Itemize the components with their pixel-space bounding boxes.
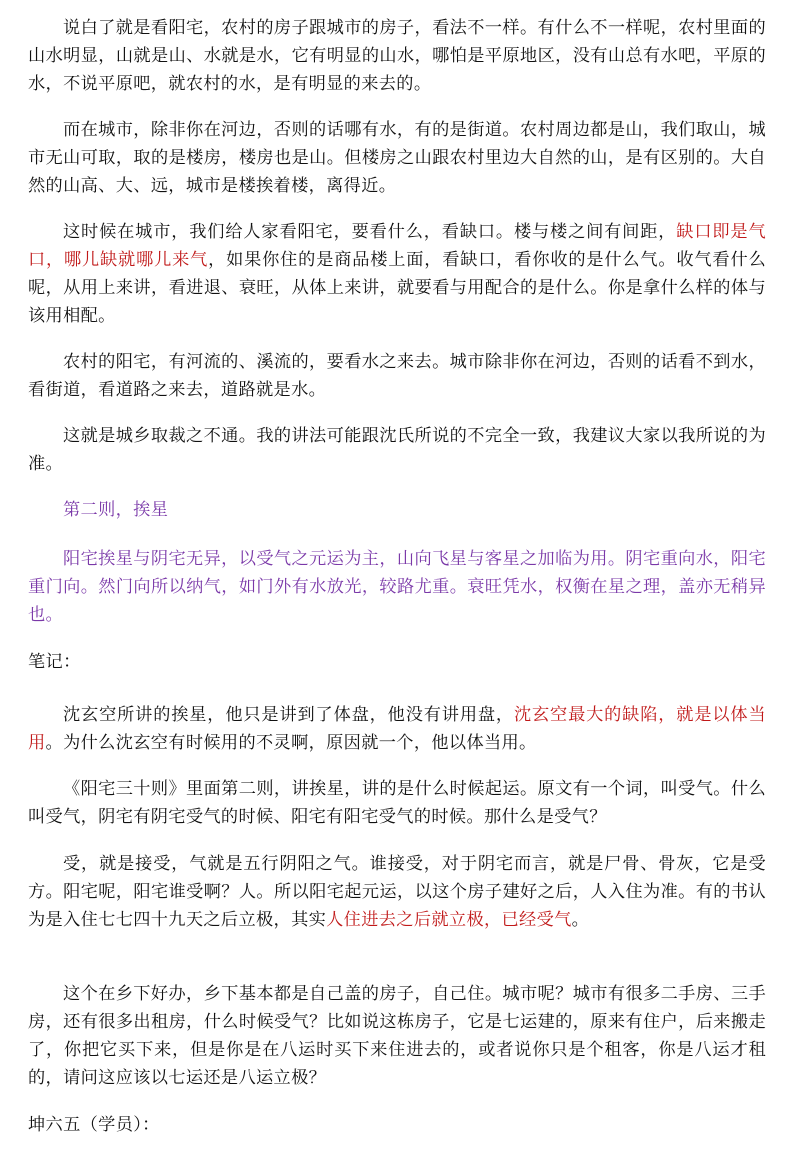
paragraph-text: 这时候在城市，我们给人家看阳宅，要看什么，看缺口。楼与楼之间有间距， <box>63 222 677 242</box>
paragraph-text: 这就是城乡取裁之不通。我的讲法可能跟沈氏所说的不完全一致，我建议大家以我所说的为准。 <box>28 426 766 474</box>
paragraph-text: 。 <box>571 910 590 930</box>
paragraph-text: 而在城市，除非你在河边，否则的话哪有水，有的是街道。农村周边都是山，我们取山，城市无山可取，取的是楼房，楼房也是山。但楼房之山跟农村里边大自然的山，是有区别的。大自然的山高、大、远，城市是楼挨着楼，离得近。 <box>28 120 766 196</box>
paragraph-receiving-qi <box>28 775 766 831</box>
paragraph-text: 这个在乡下好办，乡下基本都是自己盖的房子，自己住。城市呢？城市有很多二手房、三手房，还有很多出租房，什么时候受气？比如说这栋房子，它是七运建的，原来有住户，后来搬走了，你把它买下来，但是你是在八运时买下来住进去的，或者说你只是个租客，你是八运才租的，请问这应该以七运还是八运立极？ <box>28 984 766 1088</box>
paragraph-author-view <box>28 422 766 478</box>
speaker-label <box>28 1111 766 1139</box>
paragraph-shen-xuankong <box>28 701 766 757</box>
section-heading-text: 第二则，挨星 <box>63 500 169 520</box>
paragraph-second-hand-houses <box>28 980 766 1092</box>
paragraph-city-streets <box>28 116 766 200</box>
highlight-text: 人住进去之后就立极，已经受气 <box>326 910 572 930</box>
paragraph-text: 《阳宅三十则》里面第二则，讲挨星，讲的是什么时候起运。原文有一个词，叫受气。什么叫受气，阴宅有阴宅受气的时候、阳宅有阳宅受气的时候。那什么是受气？ <box>28 779 766 827</box>
highlight-text: 缺口即是气口，哪儿缺就哪儿来气 <box>28 222 766 270</box>
paragraph-rural-water <box>28 348 766 404</box>
paragraph-text: 农村的阳宅，有河流的、溪流的，要看水之来去。城市除非你在河边，否则的话看不到水，看街道，看道路之来去，道路就是水。 <box>28 352 766 400</box>
section-heading-second-rule <box>28 496 766 524</box>
paragraph-text: 说白了就是看阳宅，农村的房子跟城市的房子，看法不一样。有什么不一样呢，农村里面的山水明显，山就是山、水就是水，它有明显的山水，哪怕是平原地区，没有山总有水吧，平原的水，不说平原吧，就农村的水，是有明显的来去的。 <box>28 18 766 94</box>
quote-text: 阳宅挨星与阴宅无异，以受气之元运为主，山向飞星与客星之加临为用。阴宅重向水，阳宅重门向。然门向所以纳气，如门外有水放光，较路尤重。衰旺凭水，权衡在星之理，盖亦无稍异也。 <box>28 549 766 625</box>
paragraph-text: ，如果你住的是商品楼上面，看缺口，看你收的是什么气。收气看什么呢，从用上来讲，看进退、衰旺，从体上来讲，就要看与用配合的是什么。你是拿什么样的体与该用相配。 <box>28 250 766 326</box>
paragraph-gap-qi-mouth <box>28 218 766 330</box>
highlight-text: 沈玄空最大的缺陷，就是以体当用 <box>28 705 766 753</box>
paragraph-rural-urban-houses <box>28 14 766 98</box>
paragraph-text: 受，就是接受，气就是五行阴阳之气。谁接受，对于阴宅而言，就是尸骨、骨灰，它是受方。阳宅呢，阳宅谁受啊？人。所以阳宅起元运，以这个房子建好之后，人入住为准。有的书认为是入住七七四十九天之后立极，其实 <box>28 854 766 930</box>
paragraph-text: 沈玄空所讲的挨星，他只是讲到了体盘，他没有讲用盘， <box>63 705 514 725</box>
notes-label-text: 笔记： <box>28 652 81 672</box>
notes-label <box>28 648 766 676</box>
speaker-label-text: 坤六五（学员）： <box>28 1115 160 1135</box>
paragraph-who-receives <box>28 850 766 934</box>
paragraph-text: 。为什么沈玄空有时候用的不灵啊，原因就一个，他以体当用。 <box>45 733 537 753</box>
quoted-original-text <box>28 545 766 629</box>
